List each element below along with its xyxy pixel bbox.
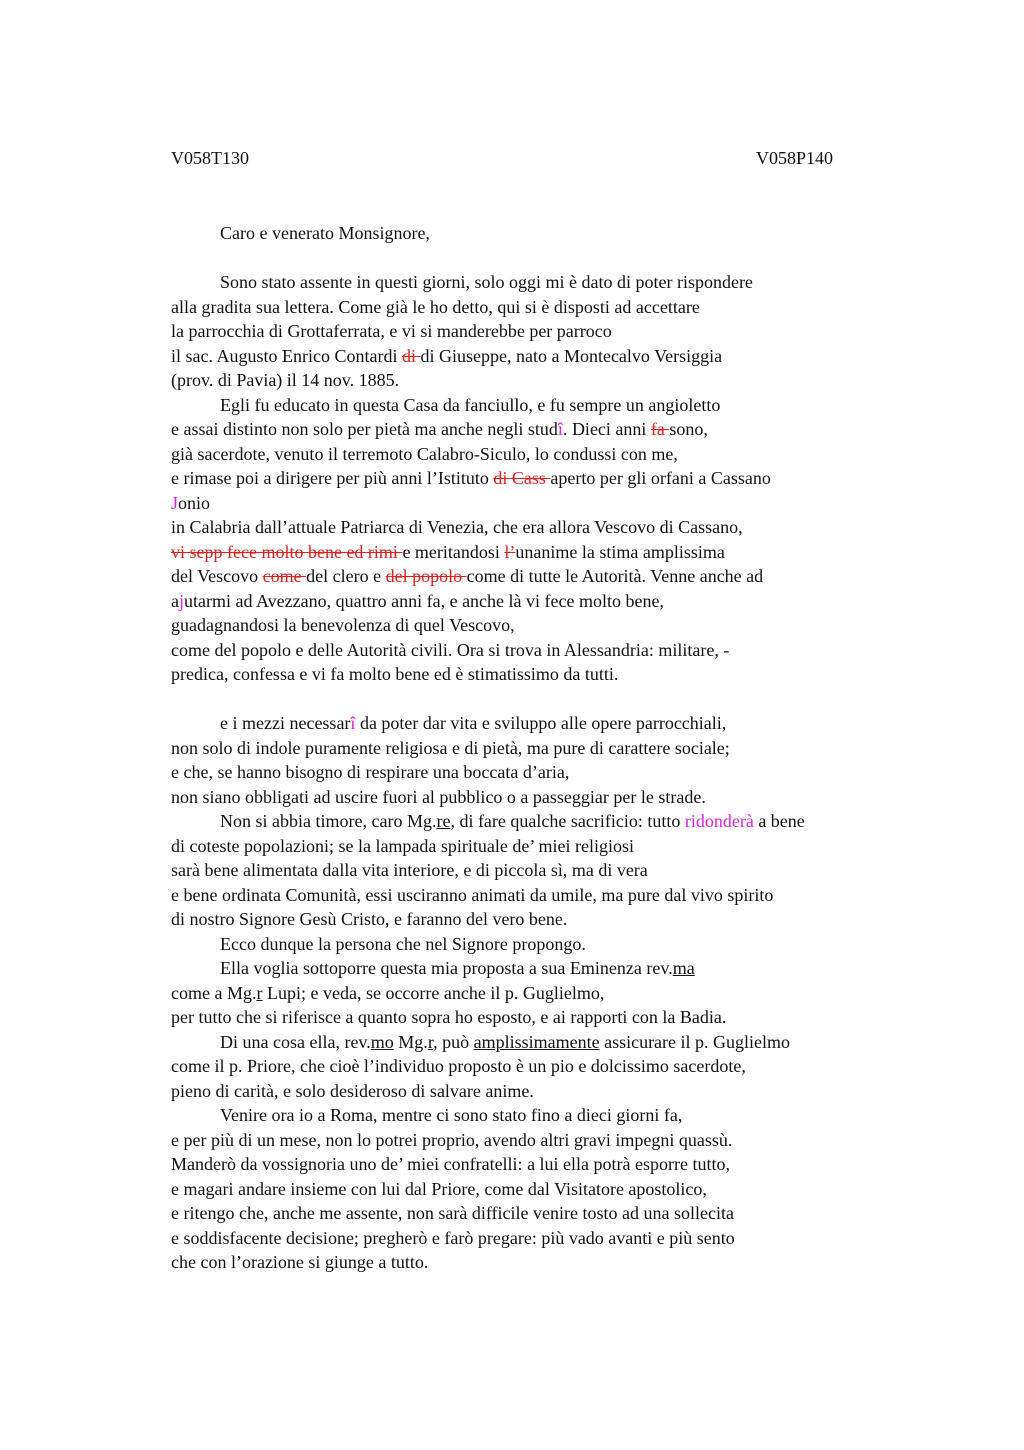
text-segment: e meritandosi xyxy=(402,541,505,562)
underlined-text: re xyxy=(436,811,451,831)
text-line xyxy=(171,417,805,442)
text-segment: . Dieci anni xyxy=(562,419,651,439)
text-segment: sono, xyxy=(669,419,708,439)
text-segment: del clero e xyxy=(306,566,386,586)
text-segment: utarmi ad Avezzano, quattro anni fa, e anche là vi fece molto bene, xyxy=(184,590,664,611)
deleted-text: vi sepp fece molto bene ed rimi xyxy=(171,541,403,562)
salutation: Caro e venerato Monsignore, xyxy=(220,223,430,243)
text-line: già sacerdote, venuto il terremoto Calabro-Siculo, lo condussi con me, xyxy=(171,443,678,464)
text-segment: , di fare qualche sacrificio: tutto xyxy=(450,811,685,831)
text-line xyxy=(171,809,805,834)
text-line xyxy=(171,711,805,736)
text-line: non solo di indole puramente religiosa e di pietà, ma pure di carattere sociale; xyxy=(171,737,730,758)
text-segment: Di una cosa ella, rev. xyxy=(220,1031,371,1052)
text-segment: a bene xyxy=(753,811,805,831)
text-segment: da poter dar vita e sviluppo alle opere parrocchiali, xyxy=(355,713,727,733)
text-line: guadagnandosi la benevolenza di quel Vescovo, xyxy=(171,615,515,635)
text-line: e bene ordinata Comunità, essi usciranno animati da umile, ma pure dal vivo spirito xyxy=(171,884,774,905)
deleted-text: come xyxy=(262,566,307,586)
text-segment: assicurare il p. Guglielmo xyxy=(599,1031,791,1052)
text-line xyxy=(171,564,805,589)
text-segment: Lupi; e veda, se occorre anche il p. Guglielmo, xyxy=(262,982,605,1003)
deleted-text: l’ xyxy=(504,541,516,562)
text-line: e che, se hanno bisogno di respirare una boccata d’aria, xyxy=(171,762,570,782)
text-segment: del Vescovo xyxy=(171,566,263,586)
deleted-text: di Cass xyxy=(493,468,551,488)
text-line: come il p. Priore, che cioè l’individuo proposto è un pio e dolcissimo sacerdote, xyxy=(171,1056,746,1076)
text-segment: e rimase poi a dirigere per più anni l’Istituto xyxy=(171,468,494,488)
text-line: per tutto che si riferisce a quanto sopra ho esposto, e ai rapporti con la Badia. xyxy=(171,1007,727,1027)
text-line xyxy=(171,981,805,1006)
text-line: Venire ora io a Roma, mentre ci sono stato fino a dieci giorni fa, xyxy=(220,1105,683,1125)
text-line: Manderò da vossignoria uno de’ miei confratelli: a lui ella potrà esporre tutto, xyxy=(171,1154,730,1174)
header-left-code: V058T130 xyxy=(171,148,249,168)
underlined-text: mo xyxy=(370,1031,394,1052)
text-segment: Mg. xyxy=(393,1031,428,1052)
text-segment: il sac. Augusto Enrico Contardi xyxy=(171,345,402,366)
text-line: e soddisfacente decisione; pregherò e farò pregare: più vado avanti e più sento xyxy=(171,1227,735,1248)
text-line xyxy=(171,540,805,565)
text-line: non siano obbligati ad uscire fuori al pubblico o a passeggiar per le strade. xyxy=(171,786,706,807)
text-line: Sono stato assente in questi giorni, solo oggi mi è dato di poter rispondere xyxy=(220,272,753,292)
text-line: in Calabria dall’attuale Patriarca di Venezia, che era allora Vescovo di Cassano, xyxy=(171,517,743,537)
inserted-text: ridonderà xyxy=(684,811,754,831)
underlined-text: ma xyxy=(672,958,695,978)
text-segment: come di tutte le Autorità. Venne anche ad xyxy=(466,566,764,586)
underlined-text: r xyxy=(256,982,263,1003)
text-line: (prov. di Pavia) il 14 nov. 1885. xyxy=(171,370,400,390)
text-line: e ritengo che, anche me assente, non sarà difficile venire tosto ad una sollecita xyxy=(171,1203,734,1223)
text-segment: e assai distinto non solo per pietà ma anche negli stud xyxy=(171,419,558,439)
text-segment: onio xyxy=(178,492,211,513)
text-line: la parrocchia di Grottaferrata, e vi si manderebbe per parroco xyxy=(171,321,612,341)
inserted-text: J xyxy=(171,492,179,513)
text-segment: , può xyxy=(433,1031,474,1052)
text-line: di coteste popolazioni; se la lampada spirituale de’ miei religiosi xyxy=(171,835,635,856)
paragraph-gap xyxy=(171,687,805,712)
text-segment: aperto per gli orfani a Cassano xyxy=(550,468,771,488)
deleted-text: fa xyxy=(650,419,670,439)
inserted-text: j xyxy=(179,590,185,611)
text-line xyxy=(171,344,805,369)
deleted-text: del popolo xyxy=(385,566,467,586)
text-line xyxy=(171,956,805,981)
text-line xyxy=(171,1030,805,1055)
text-segment: a xyxy=(171,590,179,611)
header-right-code: V058P140 xyxy=(756,148,834,168)
letter-body xyxy=(171,221,805,1275)
text-segment: Non si abbia timore, caro Mg. xyxy=(220,811,437,831)
inserted-text: î xyxy=(557,419,563,439)
text-segment: unanime la stima amplissima xyxy=(515,541,725,562)
text-line: pieno di carità, e solo desideroso di salvare anime. xyxy=(171,1080,534,1101)
text-segment: Ella voglia sottoporre questa mia proposta a sua Eminenza rev. xyxy=(220,958,673,978)
text-line: predica, confessa e vi fa molto bene ed è stimatissimo da tutti. xyxy=(171,664,619,684)
text-line: come del popolo e delle Autorità civili. Ora si trova in Alessandria: militare, - xyxy=(171,639,730,660)
text-line: Egli fu educato in questa Casa da fanciullo, e fu sempre un angioletto xyxy=(220,394,721,415)
text-line: sarà bene alimentata dalla vita interiore, e di piccola sì, ma di vera xyxy=(171,860,648,880)
underlined-text: amplissimamente xyxy=(473,1031,600,1052)
text-segment: e i mezzi necessar xyxy=(220,713,351,733)
text-segment: di Giuseppe, nato a Montecalvo Versiggia xyxy=(420,345,723,366)
text-line: di nostro Signore Gesù Cristo, e faranno del vero bene. xyxy=(171,909,568,929)
underlined-text: r xyxy=(427,1031,434,1052)
text-line xyxy=(171,589,805,614)
text-segment: come a Mg. xyxy=(171,982,257,1003)
text-line: alla gradita sua lettera. Come già le ho detto, qui si è disposti ad accettare xyxy=(171,296,700,317)
text-line xyxy=(171,466,805,491)
text-line: che con l’orazione si giunge a tutto. xyxy=(171,1252,429,1272)
text-line: e magari andare insieme con lui dal Priore, come dal Visitatore apostolico, xyxy=(171,1178,707,1199)
text-line: Ecco dunque la persona che nel Signore propongo. xyxy=(220,933,586,954)
inserted-text: î xyxy=(350,713,356,733)
paragraph-gap xyxy=(171,246,805,271)
deleted-text: di xyxy=(401,345,421,366)
text-line: e per più di un mese, non lo potrei proprio, avendo altri gravi impegni quassù. xyxy=(171,1129,733,1150)
text-line xyxy=(171,491,805,516)
